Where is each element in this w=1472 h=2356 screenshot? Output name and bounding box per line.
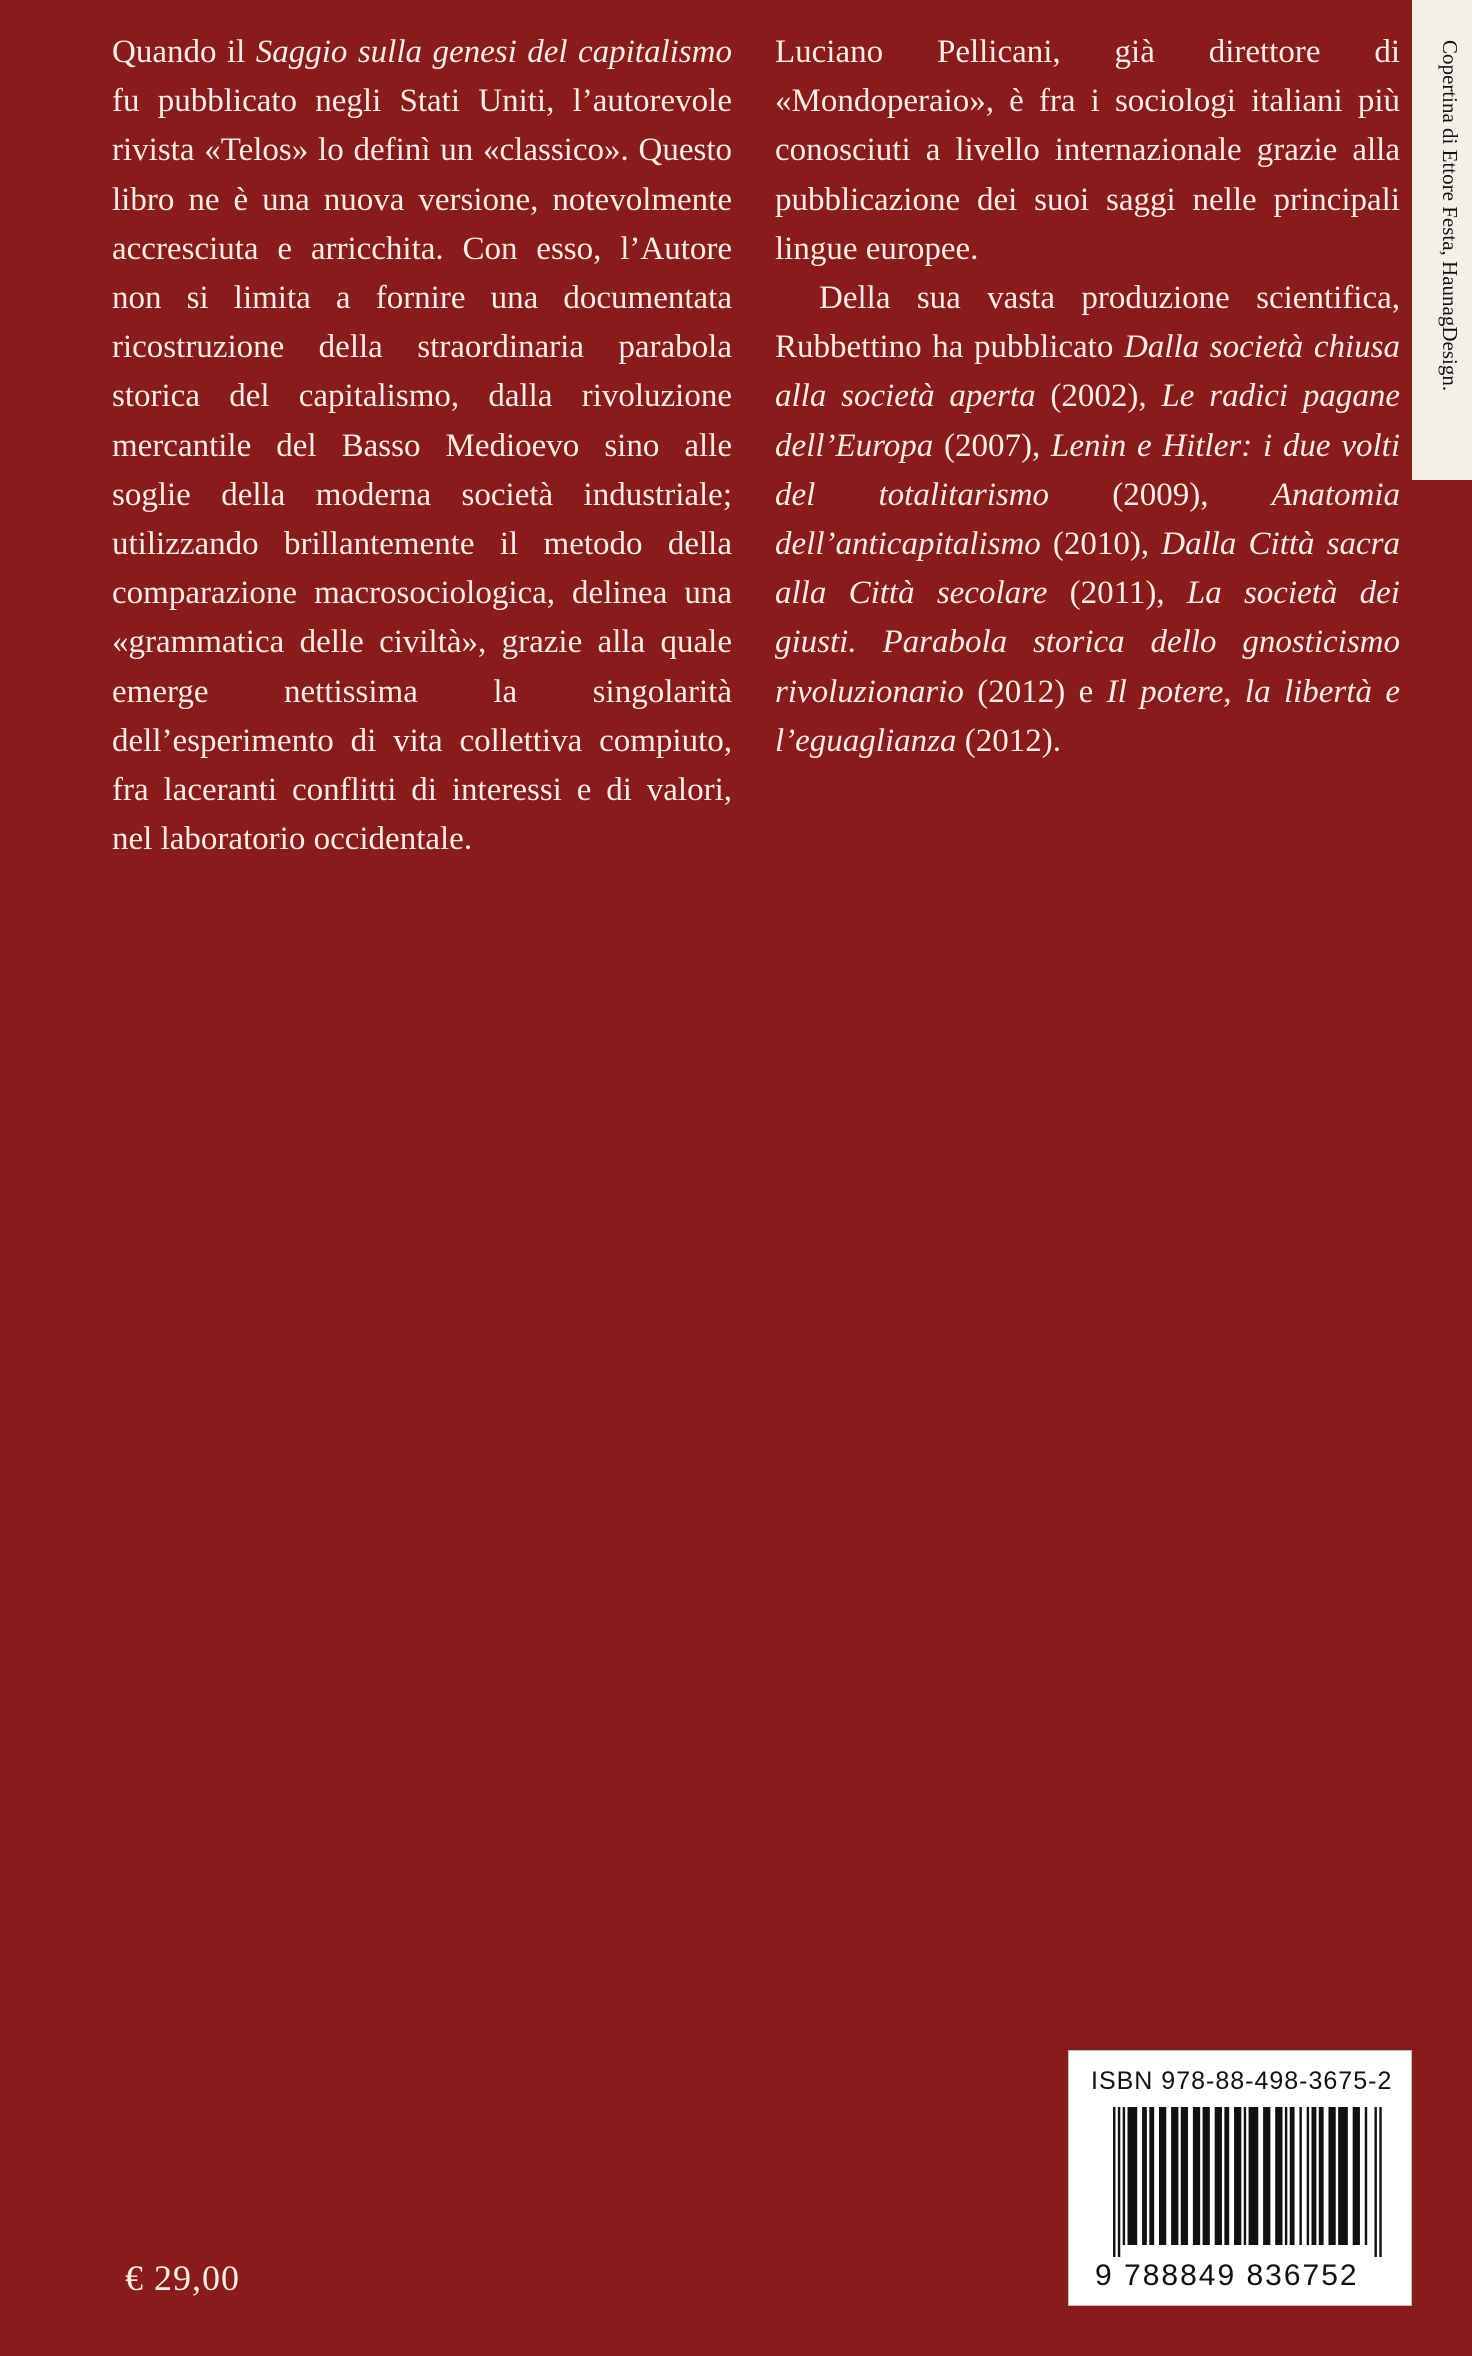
- barcode-bar: [1290, 2107, 1295, 2245]
- work-year: (2011),: [1047, 575, 1187, 612]
- barcode-bar: [1285, 2107, 1287, 2245]
- barcode-icon: [1113, 2107, 1389, 2257]
- barcode-bar: [1234, 2107, 1241, 2245]
- barcode-bar: [1365, 2107, 1367, 2245]
- barcode-bar: [1275, 2107, 1282, 2245]
- synopsis-text-rest: fu pubblicato negli Stati Uniti, l’autorevole rivista «Telos» lo definì un «classico». Questo libro ne è una nuova versione, notevolmente accresciuta e arricchita. Con esso, l’Autore non si limita a fornire una documentata ricostruzione della straordinaria parabola storica del capitalismo, dalla rivoluzione mercantile del Basso Medioevo sino alle soglie della moderna società industriale; utilizzando brillantemente il metodo della comparazione macrosociologica, delinea una «grammatica delle civiltà», grazie alla quale emerge nettissima la singolarità dell’esperimento di vita collettiva compiuto, fra laceranti conflitti di interessi e di valori, nel laboratorio occidentale.: [112, 83, 732, 858]
- work-title: Dalla Città sacra alla Città secolare: [775, 526, 1400, 612]
- synopsis-text-start: Quando il: [112, 34, 256, 70]
- ean-digits: 9 788849 836752: [1095, 2259, 1359, 2292]
- work-year: (2007),: [933, 427, 1052, 464]
- barcode-bar: [1118, 2107, 1120, 2257]
- author-bio-column: [775, 28, 1400, 766]
- barcode-bar: [1224, 2107, 1229, 2245]
- barcode-bar: [1128, 2107, 1138, 2245]
- work-title: Anatomia dell’anticapitalismo: [775, 476, 1400, 563]
- barcode-bar: [1379, 2107, 1381, 2257]
- work-title: Le radici pagane dell’Europa: [775, 378, 1400, 464]
- barcode-bar: [1263, 2107, 1270, 2245]
- barcode-bar: [1244, 2107, 1246, 2245]
- book-title-italic: Saggio sulla genesi del capitalismo: [255, 34, 732, 70]
- work-year: (2010),: [1040, 526, 1162, 563]
- work-year: (2009),: [1049, 476, 1272, 513]
- barcode-bar: [1113, 2107, 1115, 2257]
- barcode-bar: [1338, 2107, 1348, 2245]
- work-title: Il potere, la libertà e l’eguaglianza: [775, 673, 1400, 759]
- barcode-bar: [1149, 2107, 1154, 2245]
- work-year: (2012) e: [963, 673, 1107, 710]
- barcode-bar: [1312, 2107, 1317, 2245]
- barcode-bar: [1328, 2107, 1335, 2245]
- synopsis-column: [112, 28, 732, 864]
- isbn-label: ISBN 978-88-498-3675-2: [1091, 2067, 1393, 2095]
- price-label: € 29,00: [125, 2258, 240, 2298]
- work-title: Dalla società chiusa alla società aperta: [775, 329, 1400, 415]
- work-year: (2002),: [1035, 378, 1162, 415]
- bibliography-intro: Della sua vasta produzione scientifica, Rubbettino ha pubblicato: [775, 280, 1400, 366]
- barcode-bar: [1171, 2107, 1178, 2245]
- work-title: La società dei giusti. Parabola storica dello gnosticismo rivoluzionario: [775, 575, 1400, 710]
- cover-credit: Copertina di Ettore Festa, HaunagDesign.: [1438, 40, 1462, 392]
- barcode-bar: [1249, 2107, 1259, 2245]
- bibliography-paragraph: [775, 274, 1400, 766]
- barcode-bar: [1193, 2107, 1200, 2245]
- barcode-bar: [1203, 2107, 1210, 2245]
- barcode-panel: [1068, 2050, 1412, 2306]
- barcode-bar: [1299, 2107, 1301, 2245]
- barcode-bar: [1215, 2107, 1222, 2245]
- barcode-bar: [1353, 2107, 1360, 2245]
- barcode-bar: [1159, 2107, 1166, 2245]
- work-title: Lenin e Hitler: i due volti del totalitarismo: [775, 427, 1400, 513]
- barcode-bar: [1374, 2107, 1376, 2257]
- barcode-bar: [1123, 2107, 1125, 2245]
- synopsis-paragraph: [112, 28, 732, 864]
- work-year: (2012).: [956, 722, 1061, 759]
- barcode-bar: [1142, 2107, 1147, 2245]
- author-bio-paragraph: Luciano Pellicani, già direttore di «Mondoperaio», è fra i sociologi italiani più conosciuti a livello internazionale grazie alla pubblicazione dei suoi saggi nelle principali lingue europee.: [775, 34, 1400, 267]
- barcode-bar: [1319, 2107, 1324, 2245]
- barcode-bar: [1307, 2107, 1309, 2245]
- barcode-bar: [1181, 2107, 1188, 2245]
